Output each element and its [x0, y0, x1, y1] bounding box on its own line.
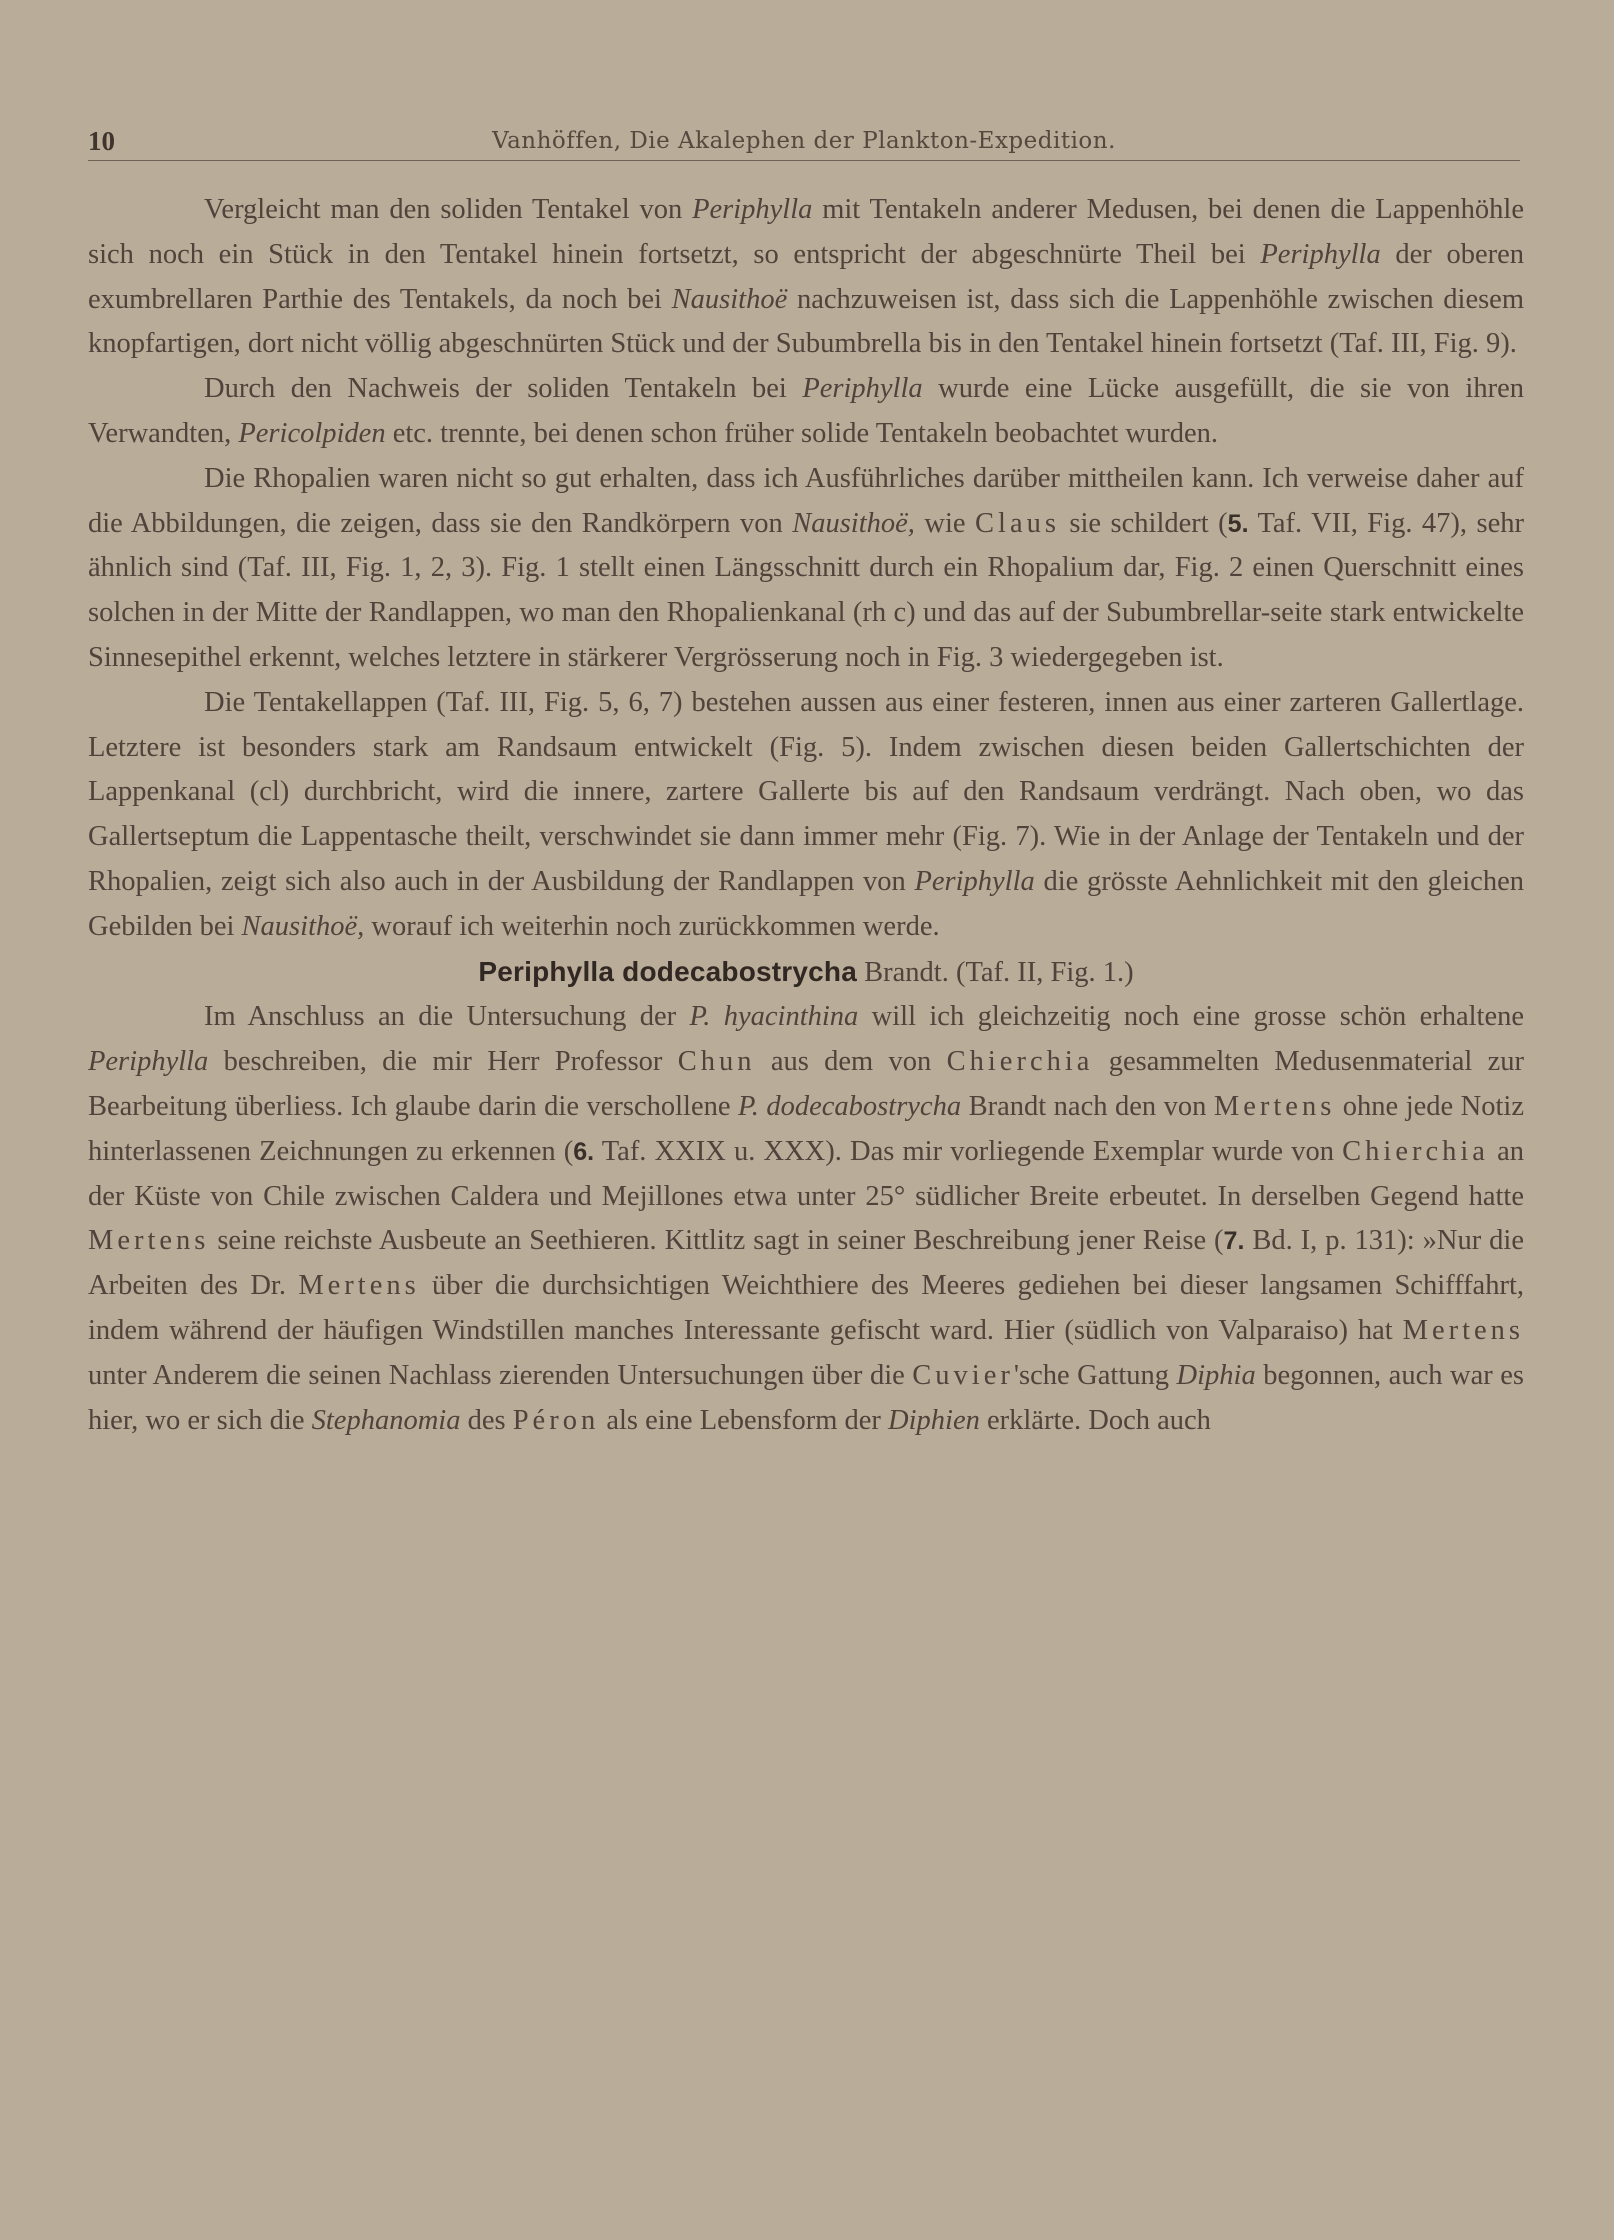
italic-term: Periphylla	[802, 373, 923, 405]
italic-term: P. dodecabostrycha	[738, 1090, 962, 1122]
main-text	[88, 188, 1524, 1443]
reference-number: 7.	[1223, 1227, 1245, 1256]
text-run: nachzuweisen ist, dass sich die Lappenhöhle zwischen diesem knopfartigen, dort nicht völlig abgeschnürten Stück und der Subumbrella bis in den Tentakel hinein fortsetzt (Taf. III, Fig. 9).	[88, 283, 1525, 360]
text-run: über die durchsichtigen Weichthiere des Meeres gediehen bei dieser langsamen Schifffahrt, indem während der häufigen Windstillen manches Interessante gefischt ward. Hier (südlich von Valparaiso) hat	[88, 1270, 1524, 1346]
species-name: Periphylla dodecabostrycha	[478, 955, 858, 987]
spaced-name: Mertens	[1402, 1314, 1524, 1346]
text-run: beschreiben, die mir Herr Professor	[208, 1046, 678, 1078]
text-run: mit Tentakeln anderer Medusen, bei denen die Lappenhöhle sich noch ein Stück in den Tentakel hinein fortsetzt, so entspricht der abgeschnürte Theil bei	[88, 194, 1524, 270]
spaced-name: Chun	[677, 1046, 756, 1078]
italic-term: P. hyacinthina	[689, 1001, 859, 1033]
italic-term: Periphylla	[88, 1046, 209, 1078]
paragraph	[88, 367, 1524, 457]
text-run: etc. trennte, bei denen schon früher solide Tentakeln beobachtet wurden.	[385, 417, 1218, 449]
spaced-name: Claus	[975, 507, 1060, 539]
intro-section	[88, 188, 1524, 950]
italic-term: Diphia	[1176, 1359, 1256, 1391]
text-run: Die Rhopalien waren nicht so gut erhalten, dass ich Ausführliches darüber mittheilen kann. Ich verweise daher auf die Abbildungen, die zeigen, dass sie den Randkörpern von	[88, 462, 1524, 539]
text-run: Taf. XXIX u. XXX). Das mir vorliegende Exemplar wurde von	[594, 1135, 1343, 1167]
text-run: Die Tentakellappen (Taf. III, Fig. 5, 6, 7) bestehen aussen aus einer festeren, innen aus einer zarteren Gallertlage. Letztere ist besonders stark am Randsaum entwickelt (Fig. 5). Indem zwischen diesen beiden Gallertschichten der Lappenkanal (cl) durchbricht, wird die innere, zartere Gallerte bis auf den Randsaum verdrängt. Nach oben, wo das Gallertseptum die Lappentasche theilt, verschwindet sie dann immer mehr (Fig. 7). Wie in der Anlage der Tentakeln und der Rhopalien, zeigt sich also auch in der Ausbildung der Randlappen von	[88, 686, 1524, 897]
paragraph	[88, 188, 1524, 367]
spaced-name: Mertens	[88, 1225, 210, 1257]
italic-term: Periphylla	[692, 194, 813, 225]
spaced-name: Chierchia	[946, 1046, 1094, 1078]
species-author: Brandt.	[864, 956, 949, 988]
text-run: Im Anschluss an die Untersuchung der	[204, 1001, 690, 1033]
text-run: der oberen exumbrellaren Parthie des Tentakels, da noch bei	[88, 238, 1524, 315]
reference-number: 6.	[573, 1137, 595, 1166]
text-run: als eine Lebensform der	[599, 1404, 889, 1436]
italic-term: Diphien	[888, 1404, 980, 1436]
reference-number: 5.	[1227, 509, 1249, 538]
text-run: Vergleicht man den soliden Tentakel von	[204, 194, 693, 225]
italic-term: Nausithoë	[671, 283, 788, 315]
paragraph	[88, 995, 1524, 1443]
text-run: aus dem von	[755, 1046, 947, 1078]
section-heading	[88, 950, 1524, 996]
text-run: Bd. I, p. 131): »Nur die Arbeiten des Dr.	[88, 1225, 1524, 1302]
heading-reference: (Taf. II, Fig. 1.)	[955, 956, 1134, 988]
text-run: worauf ich weiterhin noch zurückkommen werde.	[364, 910, 940, 942]
text-run: wie	[914, 507, 976, 539]
spaced-name: Mertens	[298, 1270, 420, 1302]
species-section	[88, 995, 1524, 1443]
text-run: erklärte. Doch auch	[979, 1404, 1211, 1436]
page-number: 10	[88, 126, 115, 156]
spaced-name: Cuvier	[912, 1359, 1014, 1391]
text-run: unter Anderem die seinen Nachlass zierenden Untersuchungen über die	[88, 1359, 913, 1391]
text-run: begonnen, auch war es hier, wo er sich die	[88, 1359, 1525, 1436]
text-run: ohne jede Notiz hinterlassenen Zeichnungen zu erkennen (	[88, 1090, 1524, 1167]
spaced-name: Mertens	[1213, 1090, 1336, 1122]
text-run: an der Küste von Chile zwischen Caldera und Mejillones etwa unter 25° südlicher Breite erbeutet. In derselben Gegend hatte	[88, 1135, 1524, 1212]
text-run: will ich gleichzeitig noch eine grosse schön erhaltene	[858, 1001, 1524, 1033]
page-header	[88, 120, 1520, 161]
text-run: wurde eine Lücke ausgefüllt, die sie von ihren Verwandten,	[88, 373, 1524, 449]
text-run: seine reichste Ausbeute an Seethieren. Kittlitz sagt in seiner Beschreibung jener Reise (	[209, 1225, 1224, 1257]
italic-term: Nausithoë,	[241, 910, 365, 942]
text-run: des	[460, 1404, 513, 1436]
text-run: 'sche Gattung	[1013, 1359, 1177, 1391]
text-run: die grösste Aehnlichkeit mit den gleichen Gebilden bei	[88, 865, 1524, 942]
paragraph	[88, 457, 1524, 681]
text-run: sie schildert (	[1059, 507, 1228, 539]
spaced-name: Chierchia	[1342, 1135, 1489, 1167]
paragraph	[88, 681, 1524, 950]
italic-term: Pericolpiden	[238, 417, 386, 449]
spaced-name: Péron	[512, 1404, 600, 1436]
running-title: Vanhöffen, Die Akalephen der Plankton-Expedition.	[492, 128, 1116, 154]
italic-term: Stephanomia	[311, 1404, 461, 1436]
text-run: Taf. VII, Fig. 47), sehr ähnlich sind (Taf. III, Fig. 1, 2, 3). Fig. 1 stellt einen Längsschnitt durch ein Rhopalium dar, Fig. 2 einen Querschnitt eines solchen in der Mitte der Randlappen, wo man den Rhopalienkanal (rh c) und das auf der Subumbrellar-seite stark entwickelte Sinnesepithel erkennt, welches letztere in stärkerer Vergrösserung noch in Fig. 3 wiedergegeben ist.	[88, 507, 1524, 673]
text-run: gesammelten Medusenmaterial zur Bearbeitung überliess. Ich glaube darin die verschollene	[88, 1046, 1524, 1122]
text-run: Brandt nach den von	[961, 1090, 1214, 1122]
italic-term: Nausithoë,	[792, 507, 915, 539]
italic-term: Periphylla	[1260, 238, 1381, 270]
text-run: Durch den Nachweis der soliden Tentakeln bei	[204, 373, 803, 405]
italic-term: Periphylla	[914, 865, 1035, 897]
